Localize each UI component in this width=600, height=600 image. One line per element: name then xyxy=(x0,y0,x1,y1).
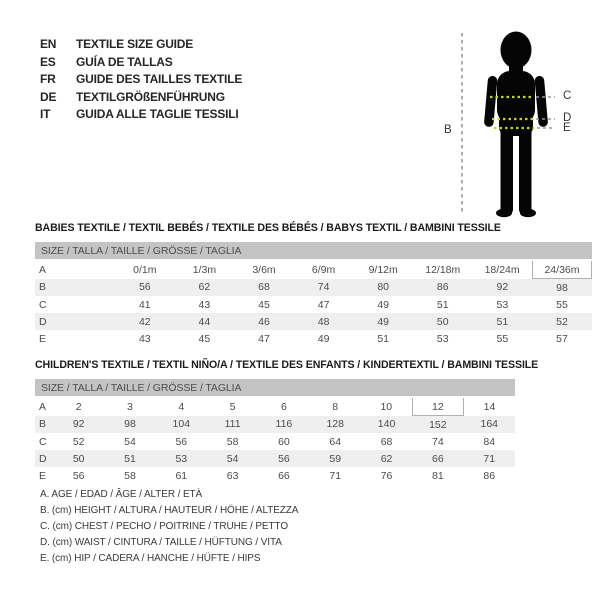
row-label: D xyxy=(39,315,47,328)
row-label: E xyxy=(39,469,47,482)
cell: 59 xyxy=(329,452,342,465)
language-text: TEXTILE SIZE GUIDE xyxy=(76,37,194,51)
cell: 56 xyxy=(278,452,290,465)
cell: 74 xyxy=(432,435,444,448)
row-label: B xyxy=(39,281,47,294)
babies-size-header: SIZE / TALLA / TAILLE / GRÖSSE / TAGLIA xyxy=(35,242,592,260)
language-text: GUIDA ALLE TAGLIE TESSILI xyxy=(76,107,239,121)
cell: 14 xyxy=(483,400,496,413)
cell: 111 xyxy=(224,418,241,431)
row-label: A xyxy=(39,263,47,276)
language-row-de xyxy=(40,89,242,107)
table-row xyxy=(35,467,515,484)
cell: 8 xyxy=(332,400,339,413)
silhouette-shape xyxy=(484,32,549,218)
language-list xyxy=(40,36,242,124)
height-label: B xyxy=(444,124,452,136)
row-label: D xyxy=(39,452,47,465)
language-code: FR xyxy=(40,72,56,86)
cell: 3/6m xyxy=(252,263,276,276)
children-size-table xyxy=(35,379,515,484)
legend-item-height: B. (cm) HEIGHT / ALTURA / HAUTEUR / HÖHE / ALTEZZA xyxy=(40,505,299,516)
table-row xyxy=(35,313,592,330)
cell: 49 xyxy=(317,332,330,345)
measurement-diagram xyxy=(435,15,600,230)
cell: 66 xyxy=(278,469,290,482)
child-silhouette-figure xyxy=(435,15,600,230)
table-row xyxy=(35,416,515,434)
cell: 76 xyxy=(380,469,393,482)
table-row xyxy=(35,279,592,297)
cell: 1/3m xyxy=(192,263,217,276)
cell: 54 xyxy=(226,452,239,465)
table-row xyxy=(35,260,592,279)
language-text: GUIDE DES TAILLES TEXTILE xyxy=(76,72,243,86)
cell: 74 xyxy=(317,281,330,294)
cell: 5 xyxy=(229,400,236,413)
cell: 0/1m xyxy=(133,263,157,276)
cell: 45 xyxy=(198,332,211,345)
cell: 44 xyxy=(198,315,211,328)
table-row xyxy=(35,296,592,313)
cell: 51 xyxy=(436,298,449,311)
cell: 42 xyxy=(138,315,151,328)
cell: 64 xyxy=(329,435,342,448)
cell: 98 xyxy=(124,418,136,431)
cell: 71 xyxy=(329,469,342,482)
cell: 152 xyxy=(429,418,447,431)
cell: 50 xyxy=(72,452,85,465)
cell: 2 xyxy=(75,400,82,413)
row-label: B xyxy=(39,418,47,431)
cell: 86 xyxy=(436,281,449,294)
cell: 53 xyxy=(496,298,509,311)
highlighted-size-cell: 12 xyxy=(412,397,463,416)
cell: 45 xyxy=(258,298,270,311)
babies-table-title: BABIES TEXTILE / TEXTIL BEBÉS / TEXTILE DES BÉBÉS / BABYS TEXTIL / BAMBINI TESSILE xyxy=(35,222,501,234)
language-text: GUÍA DE TALLAS xyxy=(76,54,173,69)
cell: 71 xyxy=(483,452,496,465)
language-code: IT xyxy=(40,107,51,121)
table-row xyxy=(35,433,515,450)
cell: 49 xyxy=(377,298,390,311)
cell: 18/24m xyxy=(484,263,520,276)
waist-label: D xyxy=(563,112,572,124)
cell: 4 xyxy=(178,400,185,413)
language-row-en xyxy=(40,36,242,54)
row-label: A xyxy=(39,400,47,413)
cell: 3 xyxy=(127,400,133,413)
cell: 6 xyxy=(280,400,287,413)
cell: 50 xyxy=(436,315,449,328)
cell: 53 xyxy=(175,452,188,465)
cell: 48 xyxy=(317,315,330,328)
row-label: E xyxy=(39,332,47,345)
cell: 92 xyxy=(496,281,509,294)
cell: 43 xyxy=(198,298,211,311)
cell: 53 xyxy=(436,332,449,345)
cell: 104 xyxy=(172,418,191,431)
children-size-header: SIZE / TALLA / TAILLE / GRÖSSE / TAGLIA xyxy=(35,379,515,397)
highlighted-size-cell: 24/36m xyxy=(532,260,592,279)
cell: 116 xyxy=(275,418,293,431)
cell: 58 xyxy=(124,469,136,482)
chest-label: C xyxy=(563,90,572,102)
cell: 46 xyxy=(258,315,270,328)
cell: 86 xyxy=(483,469,496,482)
cell: 51 xyxy=(496,315,509,328)
cell: 62 xyxy=(380,452,393,465)
language-text: TEXTILGRÖßENFÜHRUNG xyxy=(76,89,225,104)
legend-item-waist: D. (cm) WAIST / CINTURA / TAILLE / HÜFTUNG / VITA xyxy=(40,537,282,548)
cell: 57 xyxy=(556,332,568,345)
language-row-fr xyxy=(40,71,242,89)
hip-label: E xyxy=(563,122,571,134)
language-code: ES xyxy=(40,54,56,69)
cell: 55 xyxy=(496,332,509,345)
cell: 63 xyxy=(226,469,239,482)
cell: 56 xyxy=(138,281,151,294)
legend-item-hip: E. (cm) HIP / CADERA / HANCHE / HÜFTE / HIPS xyxy=(40,553,261,564)
cell: 52 xyxy=(556,315,568,328)
measurement-legend xyxy=(40,487,298,567)
cell: 62 xyxy=(198,281,211,294)
cell: 47 xyxy=(258,332,270,345)
cell: 6/9m xyxy=(311,263,336,276)
cell: 164 xyxy=(480,418,499,431)
legend-item-age: A. AGE / EDAD / ÂGE / ALTER / ETÀ xyxy=(40,489,203,500)
language-code: EN xyxy=(40,37,57,51)
cell: 12/18m xyxy=(425,263,461,276)
cell: 9/12m xyxy=(368,263,398,276)
legend-item-chest: C. (cm) CHEST / PECHO / POITRINE / TRUHE / PETTO xyxy=(40,521,289,532)
table-row xyxy=(35,450,515,467)
cell: 60 xyxy=(278,435,290,448)
cell: 49 xyxy=(377,315,390,328)
cell: 52 xyxy=(72,435,85,448)
babies-size-table xyxy=(35,242,592,347)
cell: 140 xyxy=(377,418,396,431)
language-row-it xyxy=(40,106,242,124)
cell: 54 xyxy=(124,435,136,448)
cell: 47 xyxy=(317,298,330,311)
children-table-title: CHILDREN'S TEXTILE / TEXTIL NIÑO/A / TEXTILE DES ENFANTS / KINDERTEXTIL / BAMBINI TESSILE xyxy=(35,359,539,371)
cell: 55 xyxy=(556,298,568,311)
cell: 92 xyxy=(72,418,85,431)
cell: 51 xyxy=(377,332,390,345)
cell: 41 xyxy=(138,298,151,311)
language-row-es xyxy=(40,54,242,72)
cell: 81 xyxy=(432,469,444,482)
row-label: C xyxy=(39,298,47,311)
cell: 56 xyxy=(72,469,85,482)
cell: 128 xyxy=(326,418,344,431)
table-row xyxy=(35,397,515,416)
cell: 43 xyxy=(138,332,151,345)
cell: 58 xyxy=(226,435,239,448)
language-code: DE xyxy=(40,89,57,104)
cell: 84 xyxy=(483,435,496,448)
cell: 10 xyxy=(380,400,393,413)
cell: 56 xyxy=(175,435,188,448)
cell: 80 xyxy=(377,281,390,294)
cell: 98 xyxy=(556,281,568,294)
cell: 68 xyxy=(258,281,270,294)
cell: 51 xyxy=(124,452,136,465)
cell: 66 xyxy=(432,452,444,465)
cell: 68 xyxy=(380,435,393,448)
row-label: C xyxy=(39,435,47,448)
cell: 61 xyxy=(175,469,188,482)
table-row xyxy=(35,330,592,347)
